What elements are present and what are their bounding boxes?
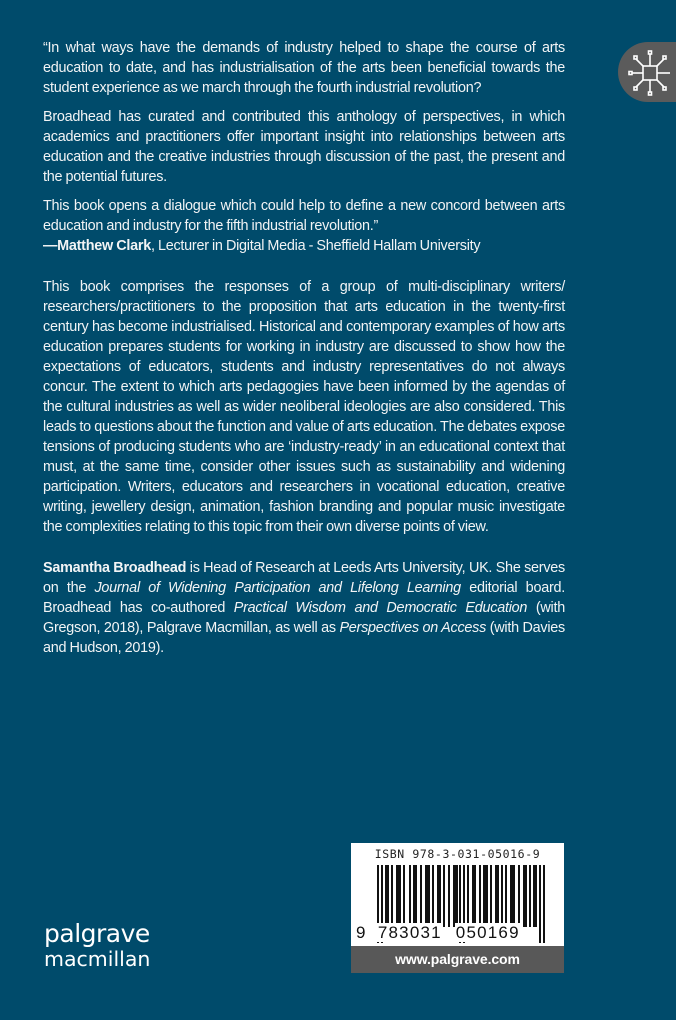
publisher-url: www.palgrave.com bbox=[351, 946, 564, 973]
quote-attribution bbox=[43, 236, 565, 256]
author-name: Samantha Broadhead bbox=[43, 560, 187, 576]
author-bio bbox=[43, 558, 565, 658]
publisher-logo-line-1: palgrave bbox=[44, 919, 150, 948]
barcode-digits-right: 050169 bbox=[455, 923, 520, 942]
quote-paragraph-3: This book opens a dialogue which could help to define a new concord between arts education and industry for the fifth industrial revolution.” bbox=[43, 198, 565, 234]
book-title: Practical Wisdom and Democratic Education bbox=[233, 600, 528, 616]
author-bio-text: is Head of Research at Leeds Arts University, UK. She serves on the bbox=[43, 560, 565, 596]
publisher-logo bbox=[44, 919, 151, 971]
attribution-role: , Lecturer in Digital Media - Sheffield Hallam University bbox=[150, 238, 481, 254]
barcode-digit-lead: 9 bbox=[356, 923, 366, 942]
quote-paragraph-1: “In what ways have the demands of industry helped to shape the course of arts education to date, and has industrialisation of the arts been beneficial towards the student experience as we march through the fourth industrial revolution? bbox=[43, 40, 565, 96]
attribution-dash: — bbox=[43, 238, 58, 254]
barcode-panel bbox=[351, 843, 564, 946]
isbn-label: ISBN 978-3-031-05016-9 bbox=[374, 847, 541, 861]
circuit-chip-icon bbox=[628, 48, 672, 98]
publisher-logo-line-2: macmillan bbox=[44, 947, 151, 971]
author-bio-text: editorial board. Broadhead has co-authored bbox=[43, 580, 565, 616]
book-title: Perspectives on Access bbox=[339, 620, 487, 636]
author-bio-text: (with Davies and Hudson, 2019). bbox=[43, 620, 565, 656]
barcode-digits bbox=[355, 924, 555, 942]
author-bio-text: (with Gregson, 2018), Palgrave Macmillan, as well as bbox=[43, 600, 565, 636]
journal-title: Journal of Widening Participation and Lifelong Learning bbox=[94, 580, 461, 596]
book-description: This book comprises the responses of a group of multi-disciplinary writers/ researchers/practitioners to the proposition that arts education in the twenty-first century has become industrialised. Historical and contemporary examples of how arts education prepares students for working in industry are discussed to show how the expectations of educators, students and industry representatives do not always concur. The extent to which arts pedagogies have been informed by the agendas of the cultural industries as well as wider neoliberal ideologies are also considered. This leads to questions about the function and value of arts education. The debates expose tensions of producing students who are ‘industry-ready’ in an educational context that must, at the same time, consider other issues such as sustainability and widening participation. Writers, educators and researchers in vocational education, creative writing, jewellery design, animation, fashion branding and popular music investigate the complexities relating to this topic from their own diverse points of view. bbox=[43, 279, 565, 535]
quote-paragraph-2: Broadhead has curated and contributed this anthology of perspectives, in which academics and practitioners offer important insight into relationships between arts education and the creative industries through discussion of the past, the present and the potential futures. bbox=[43, 109, 565, 185]
barcode-digits-left: 783031 bbox=[377, 923, 442, 942]
series-badge bbox=[618, 42, 676, 102]
back-cover-text bbox=[43, 38, 565, 658]
isbn-barcode bbox=[351, 843, 564, 973]
attribution-name: Matthew Clark bbox=[57, 238, 151, 254]
